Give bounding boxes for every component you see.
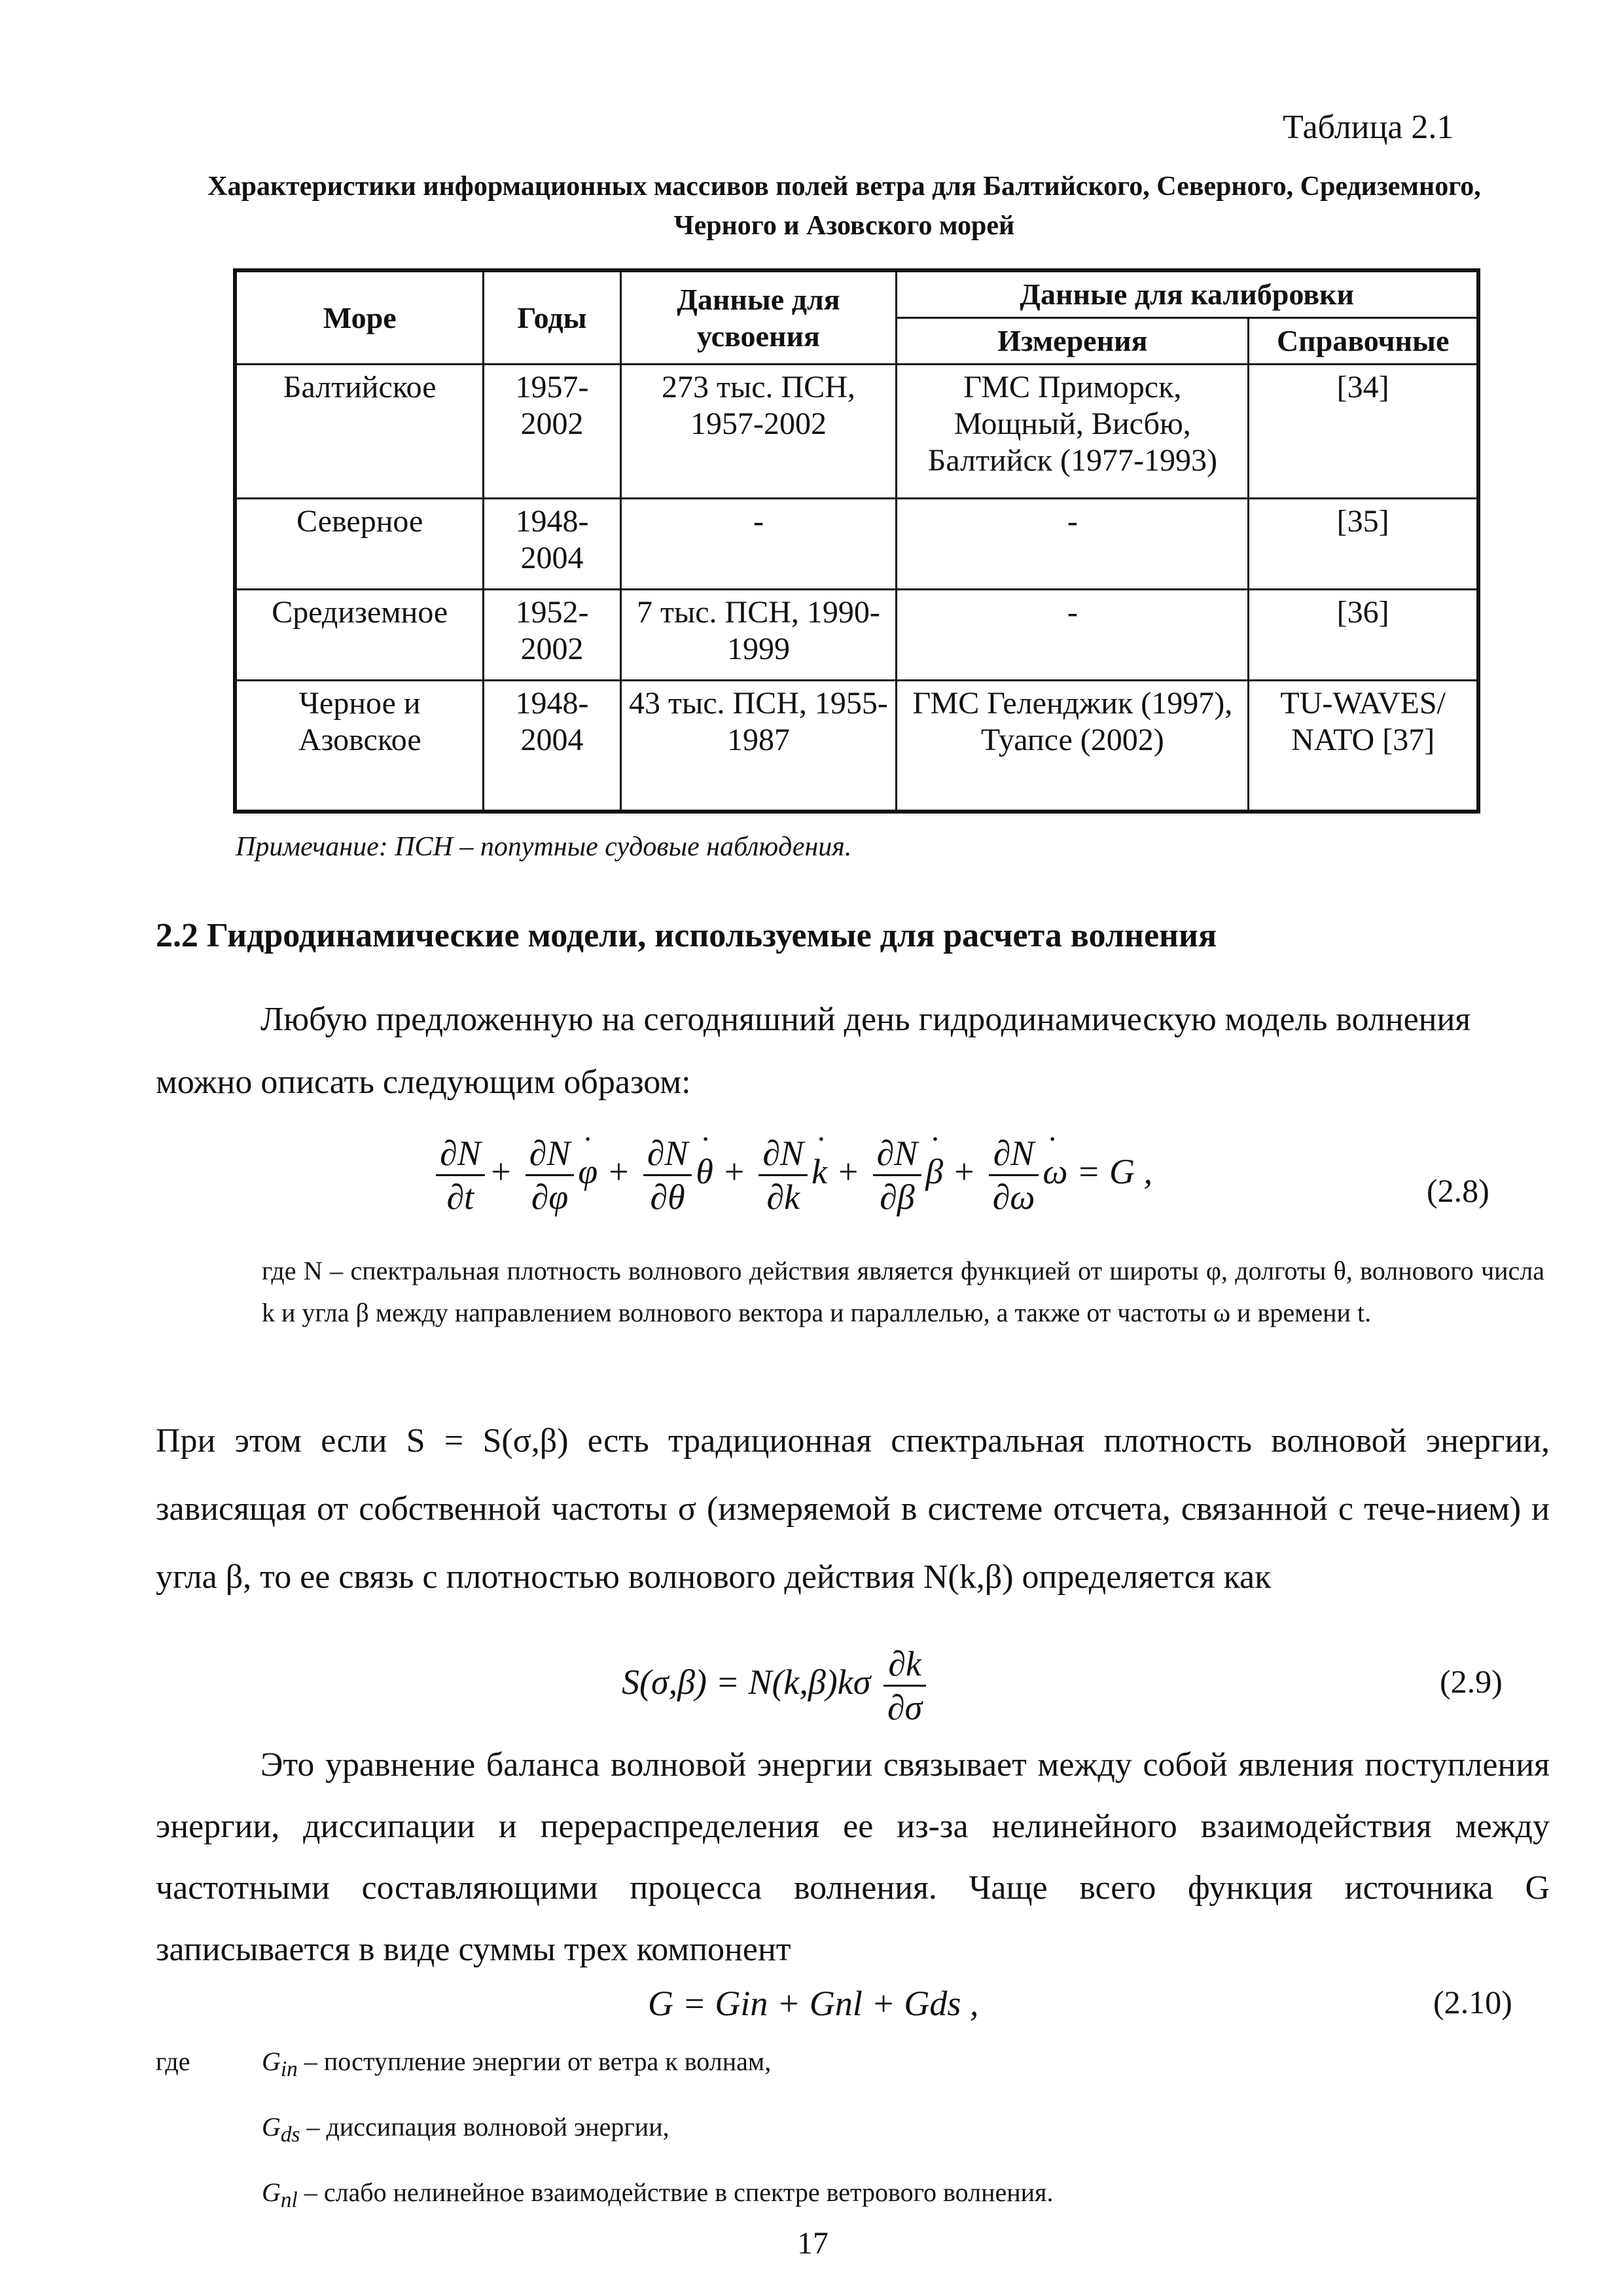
cell-assimilation: - [620, 499, 897, 590]
table-row [235, 365, 1478, 499]
equation-2-9-lhs: S(σ,β) = N(k,β)kσ [622, 1662, 871, 1702]
equation-2-9 [622, 1643, 930, 1729]
cell-years: 1957-2002 [484, 365, 620, 499]
cell-measurements: ГМС Приморск, Мощный, Висбю, Балтийск (1977-1993) [897, 365, 1249, 499]
definition-gds [262, 2106, 669, 2156]
definition-gin-text: – поступление энергии от ветра к волнам, [304, 2047, 772, 2076]
header-reference: Справочные [1249, 318, 1478, 365]
table-label: Таблица 2.1 [1283, 109, 1454, 146]
cell-assimilation: 43 тыс. ПСН, 1955-1987 [620, 681, 897, 812]
header-assimilation: Данные для усвоения [620, 270, 897, 365]
paragraph-where-2-8: где N – спектральная плотность волнового действия является функцией от широты φ, долготы θ, волнового числа k и угла β между направлением волнового вектора и параллелью, а также от частоты ω и времени t. [262, 1256, 1544, 1327]
cell-sea: Балтийское [235, 365, 484, 499]
table-row [235, 681, 1478, 812]
symbol-gin: $G_{in}$ [262, 2047, 298, 2081]
header-calibration: Данные для калибровки [897, 270, 1478, 318]
paragraph-intro: Любую предложенную на сегодняшний день гидродинамическую модель волнения можно описать следующим образом: [156, 1001, 1471, 1101]
frac-dN-dbeta: $\frac{\partial N}{\partial\beta}$ [873, 1132, 922, 1218]
table-note: Примечание: ПСН – попутные судовые наблюдения. [236, 832, 852, 862]
equation-number-2-9: (2.9) [1440, 1663, 1503, 1700]
cell-sea: Средиземное [235, 590, 484, 681]
frac-dN-dphi: $\frac{\partial N}{\partial\varphi}$ [526, 1132, 575, 1218]
cell-reference: TU-WAVES/ NATO [37] [1249, 681, 1478, 812]
frac-dN-dtheta: $\frac{\partial N}{\partial\theta}$ [643, 1132, 692, 1218]
cell-measurements: ГМС Геленджик (1997), Туапсе (2002) [897, 681, 1249, 812]
equation-2-8: $\frac{\partial N}{\partial t}$ + $\frac{\partial N}{\partial\varphi}$ φ ˙ + $\frac{\partial N}{\partial\theta}$ θ ˙ + $\frac{\partial N}{\partial k}$ k ˙ + $\frac{\partial N}{\partial\beta}$ β ˙ + $\frac{\partial N}{\partial\omega}$ ω ˙ = G , [432, 1132, 1152, 1218]
cell-years: 1952-2002 [484, 590, 620, 681]
wind-data-table [233, 268, 1480, 814]
table-caption [131, 167, 1558, 245]
equation-number-2-8: (2.8) [1427, 1172, 1489, 1209]
header-years: Годы [484, 270, 620, 365]
cell-measurements: - [897, 590, 1249, 681]
paragraph-spectral: При этом если S = S(σ,β) есть традиционная спектральная плотность волновой энергии, зависящая от собственной частоты σ (измеряемой в системе отсчета, связанной с тече-нием) и угла β, то ее связь с плотностью волнового действия N(k,β) определяется как [156, 1422, 1550, 1596]
table-row [235, 590, 1478, 681]
frac-dk-dsigma: $\frac{\partial k}{\partial\sigma}$ [883, 1643, 926, 1729]
table-caption-line1: Характеристики информационных массивов полей ветра для Балтийского, Северного, Средиземного, [207, 171, 1481, 202]
cell-sea: Черное и Азовское [235, 681, 484, 812]
frac-dN-dt: $\frac{\partial N}{\partial t}$ [436, 1132, 485, 1218]
cell-years: 1948-2004 [484, 681, 620, 812]
equation-2-10: G = Gin + Gnl + Gds , [648, 1984, 979, 2023]
cell-sea: Северное [235, 499, 484, 590]
equation-number-2-10: (2.10) [1433, 1984, 1512, 2020]
table-caption-line2: Черного и Азовского морей [673, 211, 1015, 241]
header-sea: Море [235, 270, 484, 365]
definition-gnl [262, 2172, 1053, 2221]
cell-assimilation: 273 тыс. ПСН, 1957-2002 [620, 365, 897, 499]
definition-gnl-text: – слабо нелинейное взаимодействие в спектре ветрового волнения. [304, 2178, 1054, 2207]
section-heading: 2.2 Гидродинамические модели, используемые для расчета волнения [156, 917, 1217, 954]
cell-reference: [34] [1249, 365, 1478, 499]
cell-assimilation: 7 тыс. ПСН, 1990-1999 [620, 590, 897, 681]
paragraph-balance: Это уравнение баланса волновой энергии связывает между собой явления поступления энергии, диссипации и перераспределения ее из-за нелинейного взаимодействия между частотными составляющими процесса волнения. Чаще всего функция источника G записывается в виде суммы трех компонент [156, 1746, 1550, 1968]
cell-reference: [35] [1249, 499, 1478, 590]
header-measurements: Измерения [897, 318, 1249, 365]
table-row [235, 499, 1478, 590]
frac-dN-domega: $\frac{\partial N}{\partial\omega}$ [989, 1132, 1039, 1218]
definition-gin [262, 2041, 771, 2090]
frac-dN-dk: $\frac{\partial N}{\partial k}$ [758, 1132, 808, 1218]
cell-reference: [36] [1249, 590, 1478, 681]
cell-years: 1948-2004 [484, 499, 620, 590]
symbol-gds: $G_{ds}$ [262, 2112, 300, 2147]
cell-measurements: - [897, 499, 1249, 590]
page-number: 17 [797, 2226, 829, 2261]
definition-gds-text: – диссипация волновой энергии, [306, 2112, 669, 2142]
where-label: где [156, 2047, 190, 2076]
symbol-gnl: $G_{nl}$ [262, 2178, 298, 2212]
